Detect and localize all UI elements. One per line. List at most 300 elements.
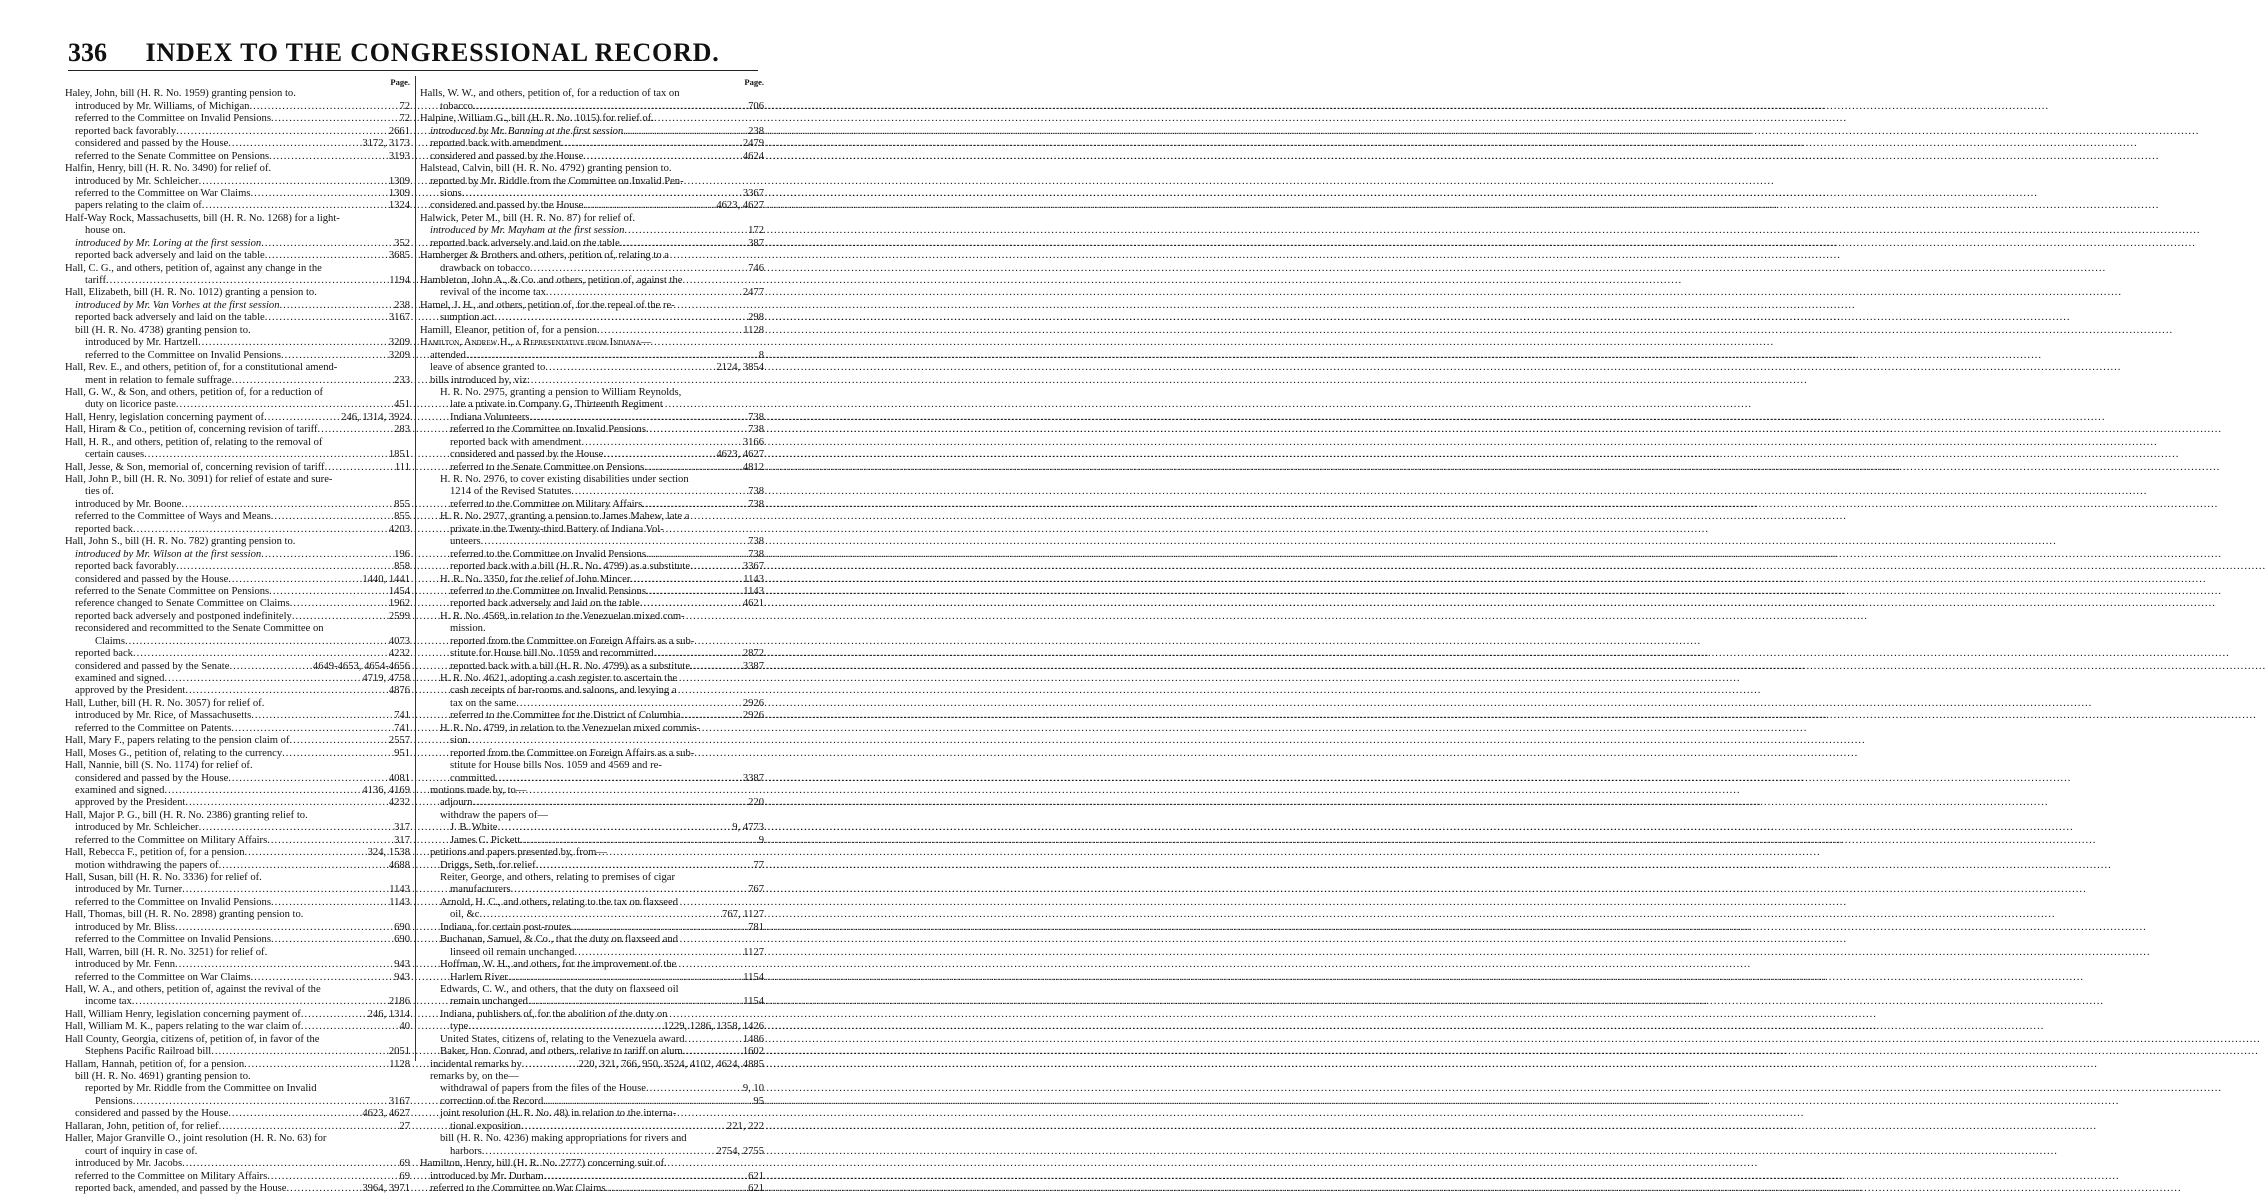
index-entry [65, 499, 410, 511]
entry-page-ref: 4136, 4169 [362, 784, 410, 796]
entry-text: reported back adversely and laid on the table [75, 312, 265, 324]
entry-text: Hall, C. G., and others, petition of, against any change in the [65, 262, 322, 274]
index-entry [420, 561, 764, 573]
dot-leader [228, 138, 360, 150]
entry-text: introduced by Mr. Wilson at the first session [75, 548, 262, 560]
dot-leader [219, 860, 387, 872]
entry-text: introduced by Mr. Banning at the first session [430, 125, 624, 137]
index-page [0, 0, 800, 1194]
entry-page-ref: 352 [394, 237, 410, 249]
entry-page-ref: 767 [748, 884, 764, 896]
entry-page-ref: 621 [748, 1170, 764, 1182]
column-divider [415, 76, 416, 1061]
dot-leader [644, 462, 741, 474]
dot-leader [269, 586, 387, 598]
dot-leader [185, 685, 386, 697]
dot-leader [318, 424, 393, 436]
entry-text: Claims [95, 635, 126, 647]
entry-page-ref: 706 [748, 100, 764, 112]
entry-page-ref: 4623, 4627 [362, 1108, 410, 1120]
entry-page-ref: 298 [748, 312, 764, 324]
entry-page-ref: 741 [394, 710, 410, 722]
index-entry [420, 1059, 764, 1071]
dot-leader [543, 1096, 751, 1108]
entry-text: referred to the Committee of Ways and Means [75, 511, 271, 523]
index-entry [65, 934, 410, 946]
entry-text: reported back adversely and laid on the table [430, 237, 620, 249]
entry-text: reported back favorably [75, 125, 177, 137]
index-entry [65, 437, 410, 449]
index-entry [420, 88, 764, 100]
index-entry [65, 598, 410, 610]
entry-page-ref: 387 [748, 237, 764, 249]
index-entry [420, 797, 764, 809]
dot-leader [228, 1108, 360, 1120]
entry-text: attended [430, 349, 466, 361]
entry-text: referred to the Committee on War Claims [430, 1182, 606, 1194]
entry-text: reported back, amended, and passed by the House [75, 1182, 287, 1194]
index-entry [420, 1034, 764, 1046]
index-entry [65, 375, 410, 387]
entry-text: Hall County, Georgia, citizens of, petition of, in favor of the [65, 1033, 320, 1045]
entry-page-ref: 690 [394, 921, 410, 933]
index-entry [420, 101, 764, 113]
entry-text: incidental remarks by [430, 1058, 522, 1070]
dot-leader [521, 1121, 725, 1133]
index-entry [420, 113, 764, 125]
index-entry [65, 1021, 410, 1033]
index-entry [420, 773, 764, 785]
entry-page-ref: 1324 [388, 200, 410, 212]
dot-leader [508, 972, 741, 984]
entry-page-ref: 246, 1314, 3924 [341, 411, 410, 423]
entry-text: reported back [75, 523, 133, 535]
index-entry [65, 735, 410, 747]
entry-text: joint resolution (H. R. No. 48) in relation to the interna- [440, 1108, 677, 1120]
dot-leader [516, 698, 741, 710]
entry-text: United States, citizens of, relating to the Venezuela award [440, 1033, 685, 1045]
dot-leader [583, 151, 741, 163]
entry-text: bills introduced by, viz: [430, 374, 530, 386]
index-entry [65, 959, 410, 971]
entry-text: bill (H. R. No. 4691) granting pension to. [75, 1071, 251, 1082]
entry-text: considered and passed by the House [75, 772, 229, 784]
entry-text: tional exposition [450, 1120, 521, 1132]
dot-leader [281, 350, 387, 362]
entry-text: reported back adversely and laid on the table [75, 250, 265, 262]
dot-leader [182, 1158, 397, 1170]
entry-text: papers relating to the claim of [75, 200, 202, 212]
dot-leader [529, 412, 746, 424]
index-entry [65, 897, 410, 909]
index-entry [420, 860, 764, 872]
entry-page-ref: 690 [394, 934, 410, 946]
dot-leader [292, 611, 387, 623]
index-entry [420, 1096, 764, 1108]
entry-page-ref: 172 [748, 225, 764, 237]
entry-text: H. R. No. 2977, granting a pension to James Mahew, late a [440, 511, 690, 523]
entry-page-ref: 4621 [742, 598, 764, 610]
dot-leader [175, 959, 392, 971]
index-entry [65, 872, 410, 884]
entry-page-ref: 3685 [388, 250, 410, 262]
entry-page-ref: 2051 [388, 1046, 410, 1058]
entry-text: reported by Mr. Riddle from the Committee on Invalid [85, 1083, 317, 1095]
dot-leader [511, 884, 747, 896]
entry-page-ref: 69 [399, 1170, 410, 1182]
dot-leader [250, 188, 386, 200]
entry-text: H. R. No. 2976, to cover existing disabilities under section [440, 474, 689, 485]
right-column [420, 76, 764, 1195]
entry-page-ref: 4812 [742, 461, 764, 473]
entry-text: Hall, Henry, legislation concerning payment of [65, 411, 265, 423]
entry-page-ref: 3387 [742, 772, 764, 784]
index-entry [65, 748, 410, 760]
index-entry [65, 449, 410, 461]
entry-text: Hall, Rev. E., and others, petition of, for a constitutional amend- [65, 362, 338, 374]
dot-leader [144, 449, 387, 461]
index-entry [420, 536, 764, 548]
entry-text: Hall, G. W., & Son, and others, petition of, for a reduction of [65, 386, 324, 398]
dot-leader [583, 200, 714, 212]
dot-leader [597, 325, 741, 337]
entry-text: unteers [450, 536, 481, 548]
entry-text: house on. [85, 225, 126, 237]
index-entry [420, 325, 764, 337]
entry-text: Hall, Susan, bill (H. R. No. 3336) for relief of. [65, 872, 262, 883]
dot-leader [630, 574, 741, 586]
index-entry [65, 225, 410, 237]
entry-text: type [450, 1021, 469, 1033]
dot-leader [605, 1183, 746, 1195]
index-entry [420, 1133, 764, 1145]
index-entry [420, 524, 764, 536]
dot-leader [690, 661, 741, 673]
entry-text: referred to the Committee on Patents [75, 722, 232, 734]
dot-leader [546, 287, 741, 299]
dot-leader [106, 275, 387, 287]
dot-leader [228, 773, 387, 785]
dot-leader [219, 1121, 398, 1133]
entry-page-ref: 855 [394, 498, 410, 510]
index-entry [420, 636, 764, 648]
entry-text: Hall, John P., bill (H. R. No. 3091) for relief of estate and sure- [65, 474, 333, 485]
index-entry [65, 785, 410, 797]
entry-text: referred to the Committee on Military Affairs [75, 834, 268, 846]
dot-leader [582, 437, 741, 449]
index-entry [420, 350, 764, 362]
index-entry [420, 126, 764, 138]
index-entry [65, 101, 410, 113]
entry-text: private in the Twenty-third Battery of Indiana Vol- [450, 523, 664, 535]
index-entry [420, 586, 764, 598]
index-entry [65, 1146, 410, 1158]
entry-page-ref: 238 [394, 299, 410, 311]
entry-text: stitute for House bill No. 1059 and recommitted [450, 648, 654, 660]
index-entry [65, 113, 410, 125]
dot-leader [245, 847, 366, 859]
dot-leader [497, 822, 730, 834]
entry-page-ref: 4232 [388, 648, 410, 660]
entry-text: H. R. No. 4621, adopting a cash register to ascertain the [440, 673, 678, 684]
entry-page-ref: 77 [753, 859, 764, 871]
entry-text: introduced by Mr. Schleicher [75, 822, 199, 834]
dot-leader [325, 462, 393, 474]
entry-text: referred to the Senate Committee on Pensions [75, 150, 270, 162]
entry-text: manufacturers [450, 884, 511, 896]
index-entry [65, 362, 410, 374]
entry-text: introduced by Mr. Mayham at the first session [430, 225, 625, 237]
index-entry [65, 238, 410, 250]
dot-leader [211, 1046, 387, 1058]
entry-text: considered and passed by the House [75, 1108, 229, 1120]
index-entry [420, 1009, 764, 1021]
entry-text: considered and passed by the House [75, 138, 229, 150]
index-entry [420, 275, 764, 287]
index-entry [420, 1121, 764, 1133]
entry-text: James C. Pickett [450, 834, 521, 846]
entry-text: Arnold, H. C., and others, relating to the tax on flaxseed [440, 896, 679, 908]
entry-text: sumption act [440, 312, 495, 324]
index-entry [420, 897, 764, 909]
dot-leader [646, 586, 741, 598]
entry-text: stitute for House bills Nos. 1059 and 4569 and re- [450, 760, 662, 772]
entry-page-ref: 324, 1538 [367, 847, 410, 859]
entry-text: leave of absence granted to [430, 362, 546, 374]
entry-page-ref: 1128 [743, 324, 764, 336]
entry-text: correction of the Record [440, 1095, 544, 1107]
entry-page-ref: 4073 [388, 635, 410, 647]
entry-text: Hamill, Eleanor, petition of, for a pension [420, 324, 597, 336]
entry-text: referred to the Committee for the District of Columbia [450, 710, 681, 722]
dot-leader [574, 947, 741, 959]
dot-leader [520, 835, 756, 847]
entry-page-ref: 3209 [388, 349, 410, 361]
index-entry [65, 984, 410, 996]
index-entry [420, 337, 764, 349]
dot-leader [685, 1034, 741, 1046]
index-entry [65, 623, 410, 635]
entry-text: tax on the same [450, 697, 517, 709]
dot-leader [301, 1021, 397, 1033]
dot-leader [185, 797, 386, 809]
entry-page-ref: 9 [758, 834, 764, 846]
entry-page-ref: 943 [394, 959, 410, 971]
entry-text: Hall, Rebecca F., petition of, for a pension [65, 847, 245, 859]
entry-text: 1214 of the Revised Statutes [450, 486, 572, 498]
entry-page-ref: 3367 [742, 561, 764, 573]
index-entry [65, 213, 410, 225]
index-entry [420, 1021, 764, 1033]
dot-leader [494, 312, 746, 324]
page-number: 336 [68, 38, 107, 67]
entry-page-ref: 4719, 4758 [362, 673, 410, 684]
dot-leader [267, 835, 392, 847]
entry-page-ref: 858 [394, 561, 410, 573]
index-entry [420, 1183, 764, 1195]
entry-text: Hall, Elizabeth, bill (H. R. No. 1012) granting a pension to. [65, 287, 317, 299]
index-entry [420, 387, 764, 399]
entry-page-ref: 9, 10 [742, 1083, 764, 1095]
entry-text: Halstead, Calvin, bill (H. R. No. 4792) granting pension to. [420, 163, 672, 175]
index-entry [420, 847, 764, 859]
index-entry [420, 934, 764, 946]
index-entry [65, 424, 410, 436]
page-title: INDEX TO THE CONGRESSIONAL RECORD. [145, 38, 720, 67]
dot-leader [176, 399, 392, 411]
entry-text: late a private in Company G, Thirteenth Regiment [450, 399, 663, 411]
entry-page-ref: 1602 [742, 1046, 764, 1058]
entry-text: sions [440, 187, 462, 199]
entry-text: Halfin, Henry, bill (H. R. No. 3490) for relief of. [65, 163, 272, 175]
dot-leader [261, 549, 392, 561]
entry-page-ref: 451 [394, 399, 410, 411]
entry-page-ref: 1127 [743, 946, 764, 958]
index-entry [420, 735, 764, 747]
index-entry [420, 959, 764, 971]
dot-leader [681, 710, 741, 722]
left-column [65, 76, 410, 1195]
entry-page-ref: 1154 [743, 996, 764, 1008]
dot-leader [646, 549, 746, 561]
index-entry [65, 586, 410, 598]
index-entry [420, 835, 764, 847]
index-entry [65, 698, 410, 710]
index-entry [420, 486, 764, 498]
dot-leader [133, 1096, 387, 1108]
entry-text: oil, &c [450, 909, 480, 921]
entry-text: committed [450, 772, 496, 784]
index-entry [65, 611, 410, 623]
entry-page-ref: 72 [399, 113, 410, 125]
entry-page-ref: 1143 [743, 573, 764, 585]
entry-text: Driggs, Seth, for relief [440, 859, 536, 871]
entry-text: income tax [85, 996, 132, 1008]
dot-leader [249, 101, 397, 113]
entry-text: sion. [450, 735, 471, 747]
index-entry [420, 499, 764, 511]
dot-leader [199, 176, 387, 188]
dot-leader [182, 884, 387, 896]
index-entry [420, 947, 764, 959]
entry-page-ref: 8 [758, 349, 764, 361]
index-entry [65, 723, 410, 735]
entry-text: drawback on tobacco [440, 262, 531, 274]
entry-text: Hall, H. R., and others, petition of, relating to the removal of [65, 436, 323, 448]
entry-page-ref: 196 [394, 548, 410, 560]
entry-text: motion withdrawing the papers of [75, 859, 219, 871]
entry-text: H. R. No. 4569, in relation to the Venezuelan mixed com- [440, 610, 685, 622]
index-entry [420, 1158, 764, 1170]
index-entry [65, 847, 410, 859]
dot-leader [603, 449, 714, 461]
dot-leader [623, 126, 746, 138]
index-entry [420, 909, 764, 921]
entry-page-ref: 233 [394, 374, 410, 386]
entry-text: introduced by Mr. Van Vorhes at the first session [75, 299, 280, 311]
index-entry [65, 88, 410, 100]
index-entry [65, 200, 410, 212]
entry-page-ref: 3167 [388, 312, 410, 324]
dot-leader [265, 250, 387, 262]
index-entry [420, 984, 764, 996]
dot-leader [271, 113, 397, 125]
dot-leader [544, 1171, 747, 1183]
index-entry [420, 996, 764, 1008]
dot-leader [132, 996, 387, 1008]
entry-page-ref: 738 [748, 486, 764, 498]
index-entry [420, 549, 764, 561]
dot-leader [290, 735, 387, 747]
entry-page-ref: 1194 [389, 275, 410, 286]
dot-leader [198, 337, 387, 349]
left-column-page-heading: Page. [390, 77, 410, 87]
dot-leader [495, 773, 741, 785]
index-entry [65, 188, 410, 200]
entry-page-ref: 767, 1127 [722, 909, 764, 921]
right-column-page-heading: Page. [744, 77, 764, 87]
entry-text: introduced by Mr. Durham [430, 1170, 544, 1182]
entry-page-ref: 1851 [388, 449, 410, 461]
entry-page-ref: 738 [748, 411, 764, 423]
index-entry [420, 922, 764, 934]
index-entry [420, 163, 764, 175]
index-entry [420, 685, 764, 697]
index-entry [420, 785, 764, 797]
index-entry [420, 362, 764, 374]
entry-text: remain unchanged [450, 996, 528, 1008]
index-entry [420, 138, 764, 150]
entry-text: H. R. No. 3350, for the relief of John Mincer [440, 573, 631, 585]
entry-page-ref: 1143 [743, 585, 764, 597]
entry-text: Hall, W. A., and others, petition of, against the revival of the [65, 983, 321, 995]
dot-leader [202, 200, 387, 212]
index-entry [65, 760, 410, 772]
entry-text: certain causes [85, 449, 145, 461]
index-entry [420, 598, 764, 610]
entry-text: introduced by Mr. Hartzell [85, 337, 198, 349]
entry-text: bill (H. R. No. 4236) making appropriations for rivers and [440, 1133, 687, 1145]
entry-page-ref: 1229, 1286, 1358, 1426 [663, 1021, 764, 1033]
dot-leader [228, 574, 360, 586]
index-entry [65, 1034, 410, 1046]
entry-text: Haller, Major Granville O., joint resolution (H. R. No. 63) for [65, 1133, 327, 1145]
entry-text: referred to the Senate Committee on Pensions [450, 461, 645, 473]
index-entry [420, 213, 764, 225]
index-entry [65, 536, 410, 548]
entry-page-ref: 738 [748, 536, 764, 548]
entry-page-ref: 2557 [388, 735, 410, 747]
entry-text: Hall, Moses G., petition of, relating to the currency [65, 747, 283, 759]
index-entry [420, 511, 764, 523]
entry-text: Halls, W. W., and others, petition of, for a reduction of tax on [420, 88, 680, 100]
dot-leader [466, 350, 757, 362]
dot-leader [472, 797, 746, 809]
entry-text: referred to the Committee on Invalid Pensions [75, 934, 271, 946]
dot-leader [251, 710, 392, 722]
dot-leader [265, 312, 387, 324]
entry-text: reported from the Committee on Foreign Affairs as a sub- [450, 747, 695, 759]
entry-text: referred to the Committee on Invalid Pensions [450, 548, 646, 560]
dot-leader [164, 785, 360, 797]
dot-leader [468, 1021, 661, 1033]
entry-text: Halwick, Peter M., bill (H. R. No. 87) for relief of. [420, 212, 636, 224]
index-entry [65, 972, 410, 984]
entry-page-ref: 283 [394, 424, 410, 436]
entry-text: introduced by Mr. Williams, of Michigan [75, 100, 250, 112]
entry-page-ref: 2754, 2755 [716, 1145, 764, 1157]
index-entry [420, 611, 764, 623]
